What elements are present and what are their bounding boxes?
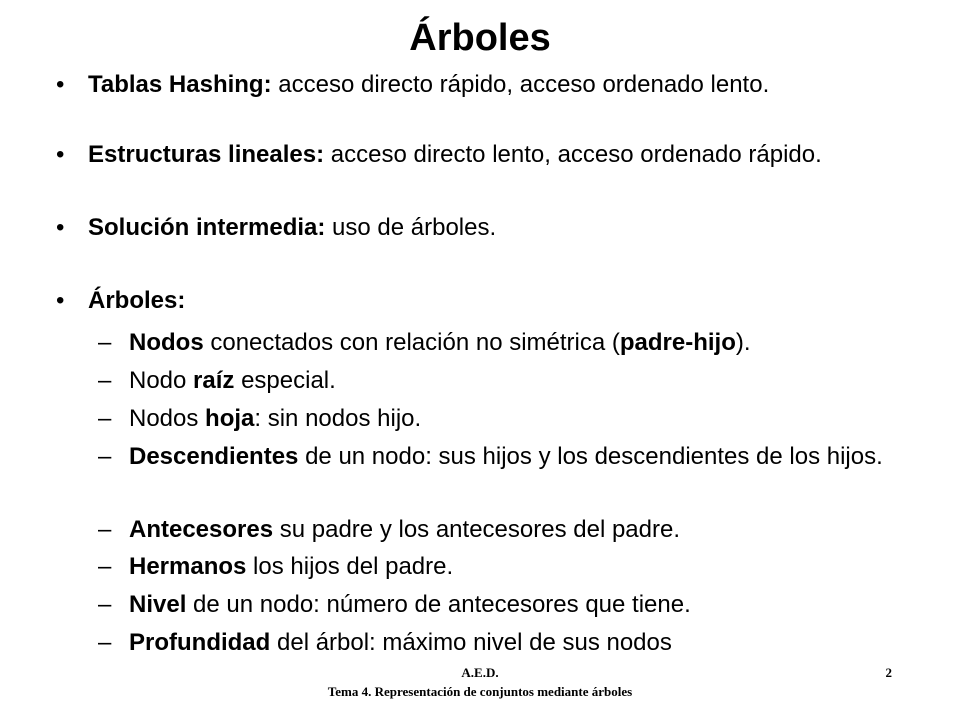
subbullet-dash: –	[98, 629, 112, 656]
subbullet-dash: –	[98, 405, 112, 432]
bullet-text	[88, 213, 908, 243]
subbullet-desc: conectados con relación no simétrica (	[203, 329, 620, 356]
subbullet-desc: Nodo	[129, 367, 194, 394]
bullet-desc: uso de árboles.	[325, 214, 497, 241]
subbullet-text	[129, 515, 929, 545]
subbullet-text	[129, 442, 929, 472]
subbullet-term: Descendientes	[129, 443, 299, 470]
subbullet-desc: Nodos	[129, 405, 206, 432]
bullet-text	[88, 70, 908, 100]
subbullet-term: Profundidad	[129, 629, 271, 656]
subbullet-dash: –	[98, 553, 112, 580]
subbullet-dash: –	[98, 329, 112, 356]
subbullet-text	[129, 404, 929, 434]
bullet-term: Solución intermedia:	[88, 214, 326, 241]
subbullet-dash: –	[98, 367, 112, 394]
subbullet-text	[129, 590, 929, 620]
subbullet-term: hoja	[205, 405, 255, 432]
bullet-text	[88, 140, 908, 170]
subbullet-desc: especial.	[234, 367, 336, 394]
bullet-desc: acceso directo lento, acceso ordenado rápido.	[324, 141, 822, 168]
subbullet-desc: del árbol: máximo nivel de sus nodos	[270, 629, 672, 656]
subbullet-text	[129, 552, 929, 582]
subbullet-dash: –	[98, 516, 112, 543]
footer-subtitle: Tema 4. Representación de conjuntos mediante árboles	[327, 684, 633, 699]
subbullet-text	[129, 328, 929, 358]
subbullet-desc: ).	[735, 329, 751, 356]
bullet-term: Tablas Hashing:	[88, 71, 272, 98]
footer-course-label: A.E.D.	[461, 665, 499, 680]
subbullet-term: Antecesores	[129, 516, 274, 543]
bullet-dot: •	[56, 71, 65, 98]
subbullet-desc: los hijos del padre.	[246, 553, 454, 580]
subbullet-term: raíz	[193, 367, 235, 394]
slide-title: Árboles	[409, 17, 551, 59]
subbullet-desc: : sin nodos hijo.	[254, 405, 422, 432]
subbullet-text	[129, 366, 929, 396]
subbullet-dash: –	[98, 443, 112, 470]
subbullet-term: Nodos	[129, 329, 204, 356]
subbullet-dash: –	[98, 591, 112, 618]
subbullet-desc: su padre y los antecesores del padre.	[273, 516, 680, 543]
bullet-term: Árboles:	[88, 287, 186, 314]
subbullet-text	[129, 628, 929, 658]
bullet-desc: acceso directo rápido, acceso ordenado lento.	[271, 71, 770, 98]
bullet-term: Estructuras lineales:	[88, 141, 325, 168]
subbullet-term: Nivel	[129, 591, 187, 618]
bullet-text	[88, 286, 908, 316]
subbullet-term: padre-hijo	[619, 329, 736, 356]
bullet-dot: •	[56, 214, 65, 241]
bullet-dot: •	[56, 141, 65, 168]
footer-page-number: 2	[885, 665, 892, 680]
subbullet-term: Hermanos	[129, 553, 247, 580]
subbullet-desc: de un nodo: número de antecesores que tiene.	[186, 591, 691, 618]
bullet-dot: •	[56, 287, 65, 314]
subbullet-desc: de un nodo: sus hijos y los descendientes de los hijos.	[298, 443, 883, 470]
